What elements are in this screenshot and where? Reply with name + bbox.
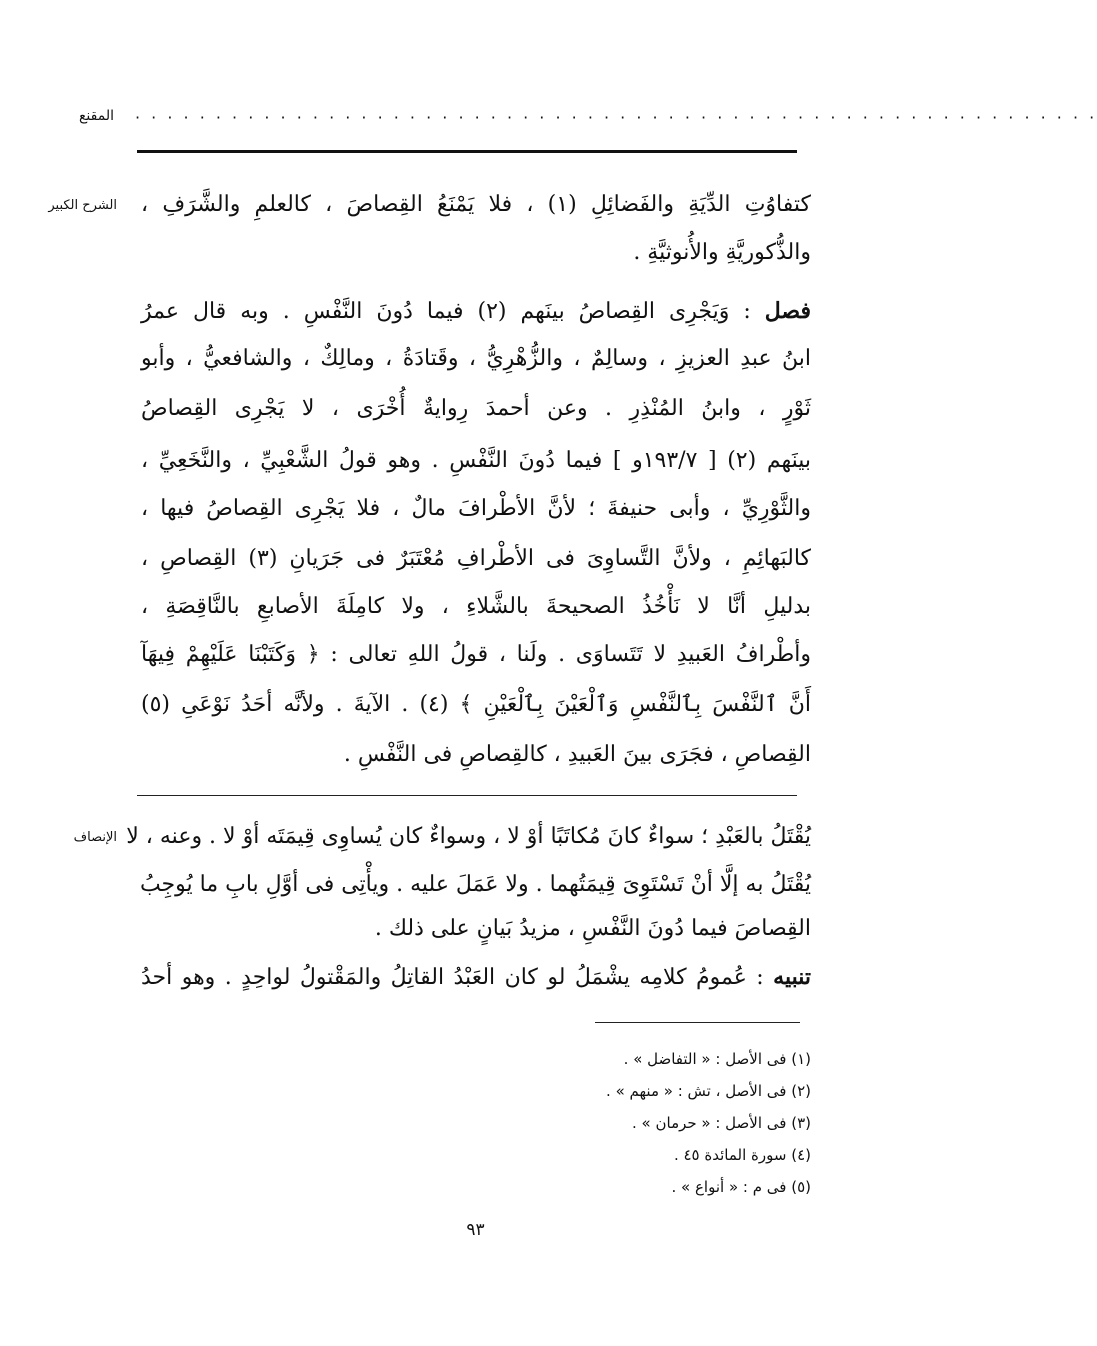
sharh-line: والثَّوْرِيِّ ، وأبى حنيفةَ ؛ لأنَّ الأطْرافَ مالٌ ، فلا يَجْرِى القِصاصُ فيها ، xyxy=(141,496,811,521)
sharh-line: كالبَهائِمِ ، ولأنَّ التَّساوِىَ فى الأطْرافِ مُعْتَبَرٌ فى جَرَيانِ (٣) القِصاصِ ، xyxy=(141,546,811,571)
sharh-line: بينَهم (٢) [ ١٩٣/٧و ] فيما دُونَ النَّفْسِ . وهو قولُ الشَّعْبِيِّ ، والنَّخَعِيِّ ، xyxy=(141,448,812,473)
header-rule xyxy=(137,150,797,153)
footnote: (١) فى الأصل : « التفاضل » . xyxy=(623,1050,811,1068)
insaf-line: يُقْتَلُ بالعَبْدِ ؛ سواءٌ كانَ مُكاتَبًا أوْ لا ، وسواءٌ كان يُساوِى قِيمَتَه أوْ لا . وعنه ، لا xyxy=(126,824,811,849)
sharh-line: كتفاوُتِ الدِّيَةِ والفَضائِلِ (١) ، فلا يَمْنَعُ القِصاصَ ، كالعلمِ والشَّرَفِ ، xyxy=(141,192,811,217)
insaf-line: تنبيه : عُمومُ كلامِه يشْمَلُ لو كان العَبْدُ القاتِلُ والمَقْتولُ لواحِدٍ . وهو أحدُ xyxy=(141,964,812,990)
sharh-line: أَنَّ ٱلنَّفْسَ بِٱلنَّفْسِ وَٱلْعَيْنَ بِٱلْعَيْنِ ﴾ (٤) . الآيةَ . ولأنَّه أحَدُ نَوْعَىِ (٥) xyxy=(141,692,811,717)
footnote: (٥) فى م : « أنواع » . xyxy=(671,1178,811,1196)
sharh-line: والذُّكوريَّةِ والأُنوثيَّةِ . xyxy=(633,240,811,265)
sharh-line: ابنُ عبدِ العزيزِ ، وسالِمٌ ، والزُّهْرِيُّ ، وقَتادَةُ ، ومالِكٌ ، والشافعيُّ ، وأبو xyxy=(141,346,811,371)
insaf-line: يُقْتَلُ به إلَّا أنْ تَسْتَوِىَ قِيمَتُهما . ولا عَمَلَ عليه . ويأْتِى فى أوَّلِ بابِ ما يُوجِبُ xyxy=(139,872,811,897)
footnote: (٣) فى الأصل : « حرمان » . xyxy=(632,1114,811,1132)
footnote: (٤) سورة المائدة ٤٥ . xyxy=(673,1146,811,1164)
header-dot-leader: · · · · · · · · · · · · · · · · · · · · · · · · · · · · · · · · · · · · · · · · · · · · · · · · · · · · · · · · · · · · xyxy=(135,108,1097,127)
sharh-line: بدليلِ أنَّا لا نَأْخُذُ الصحيحةَ بالشَّلاءِ ، ولا كامِلَةَ الأصابعِ بالنَّاقِصَةِ ، xyxy=(141,594,811,619)
section-separator xyxy=(137,795,797,796)
sharh-line: ثَوْرٍ ، وابنُ المُنْذِرِ . وعن أحمدَ رِوايةٌ أُخْرَى ، لا يَجْرِى القِصاصُ xyxy=(141,396,811,421)
sharh-line: القِصاصِ ، فجَرَى بينَ العَبيدِ ، كالقِصاصِ فى النَّفْسِ . xyxy=(343,742,811,767)
footnote: (٢) فى الأصل ، تش : « منهم » . xyxy=(606,1082,811,1100)
margin-label-sharh: الشرح الكبير xyxy=(48,198,117,213)
sharh-line xyxy=(141,296,811,327)
running-title: المقنع xyxy=(78,108,114,124)
margin-label-insaf: الإنصاف xyxy=(73,830,117,845)
fasl-paragraph: فصل : وَيَجْرِى القِصاصُ بينَهم (٢) فيما دُونَ النَّفْسِ . وبه قال عمرُ xyxy=(141,298,811,324)
insaf-line: القِصاصَ فيما دُونَ النَّفْسِ ، مزيدُ بَيانٍ على ذلك . xyxy=(374,916,811,941)
sharh-line: وأطْرافُ العَبيدِ لا تَتَساوَى . ولَنا ، قولُ اللهِ تعالى : ﴿ وَكَتَبْنَا عَلَيْهِمْ فِيهَآ xyxy=(141,642,811,667)
footnote-separator xyxy=(595,1022,800,1023)
page-number: ٩٣ xyxy=(466,1220,485,1240)
